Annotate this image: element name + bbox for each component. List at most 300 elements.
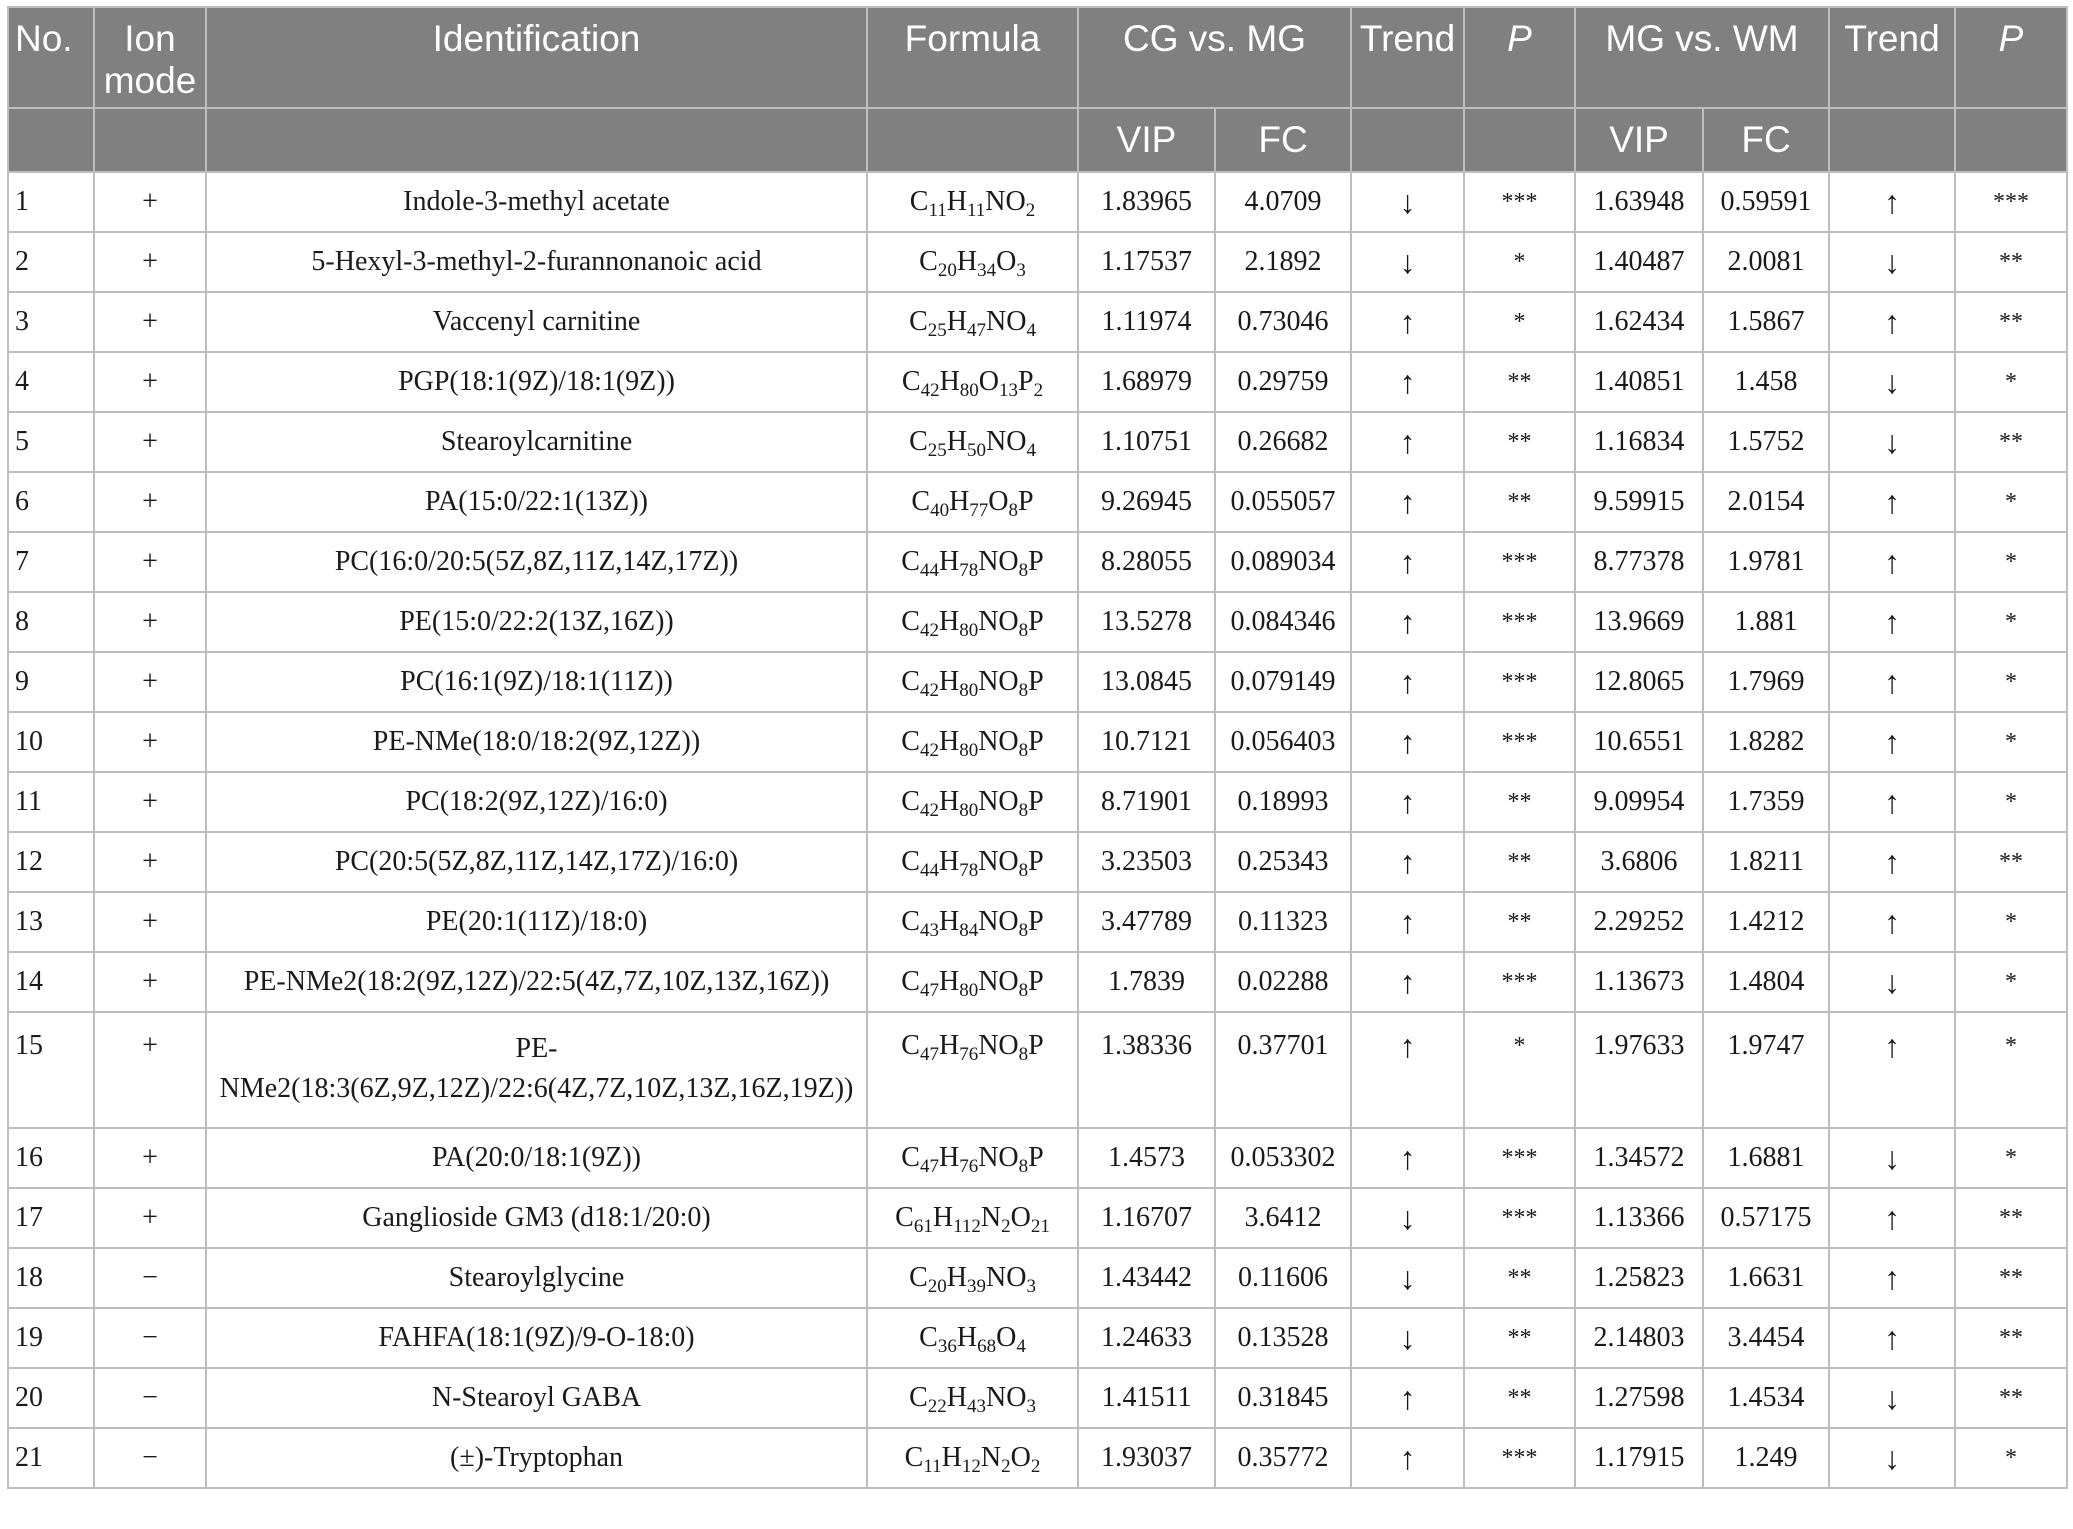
formula-element: N (980, 1442, 1002, 1473)
cell-fc-cg-mg: 3.6412 (1215, 1188, 1351, 1248)
formula-count: 39 (966, 1276, 986, 1297)
cell-trend-mg-wm: ↑ (1829, 1308, 1955, 1368)
cell-formula (867, 532, 1078, 592)
formula-count: 44 (919, 860, 939, 881)
cell-fc-cg-mg: 0.25343 (1215, 832, 1351, 892)
cell-ion-mode: − (94, 1428, 206, 1488)
cell-p-cg-mg: *** (1464, 592, 1575, 652)
cell-trend-cg-mg: ↑ (1351, 1128, 1464, 1188)
formula-count: 2 (1033, 380, 1044, 401)
cell-vip-cg-mg: 13.5278 (1078, 592, 1215, 652)
cell-formula (867, 592, 1078, 652)
cell-p-mg-wm: * (1955, 712, 2067, 772)
formula-element: NO (978, 786, 1019, 817)
cell-formula (867, 232, 1078, 292)
cell-p-mg-wm: ** (1955, 1308, 2067, 1368)
cell-trend-mg-wm: ↓ (1829, 1428, 1955, 1488)
cell-vip-mg-wm: 1.40487 (1575, 232, 1703, 292)
cell-p-mg-wm: * (1955, 1128, 2067, 1188)
cell-p-cg-mg: ** (1464, 772, 1575, 832)
formula-element: H (938, 786, 960, 817)
cell-p-cg-mg: *** (1464, 1188, 1575, 1248)
table-row (8, 712, 2067, 772)
cell-fc-cg-mg: 4.0709 (1215, 172, 1351, 232)
cell-fc-cg-mg: 0.11606 (1215, 1248, 1351, 1308)
formula-count: 68 (977, 1336, 997, 1357)
cell-identification: PC(16:0/20:5(5Z,8Z,11Z,14Z,17Z)) (206, 532, 867, 592)
formula-element: H (938, 1030, 960, 1061)
formula-element: P (1028, 546, 1044, 577)
formula-element: NO (978, 906, 1019, 937)
formula-element: O (1010, 1442, 1031, 1473)
cell-fc-mg-wm: 1.4804 (1703, 952, 1829, 1012)
header-vip-2: VIP (1575, 108, 1703, 172)
cell-vip-mg-wm: 1.34572 (1575, 1128, 1703, 1188)
formula-element: N (980, 1202, 1002, 1233)
cell-trend-mg-wm: ↓ (1829, 352, 1955, 412)
cell-formula (867, 292, 1078, 352)
cell-vip-cg-mg: 13.0845 (1078, 652, 1215, 712)
header-vip-1: VIP (1078, 108, 1215, 172)
cell-vip-cg-mg: 1.24633 (1078, 1308, 1215, 1368)
formula-element: H (946, 426, 967, 457)
table-row (8, 832, 2067, 892)
table-row (8, 1188, 2067, 1248)
formula-element: O (988, 486, 1009, 517)
formula-element: O (996, 1322, 1017, 1353)
header-row-1 (8, 7, 2067, 108)
formula-count: 47 (919, 1044, 939, 1065)
cell-p-mg-wm: * (1955, 1428, 2067, 1488)
cell-ion-mode: + (94, 292, 206, 352)
cell-p-mg-wm: ** (1955, 1368, 2067, 1428)
cell-vip-cg-mg: 3.23503 (1078, 832, 1215, 892)
cell-fc-cg-mg: 0.02288 (1215, 952, 1351, 1012)
formula-element: P (1018, 366, 1034, 397)
cell-trend-cg-mg: ↑ (1351, 412, 1464, 472)
table-row (8, 892, 2067, 952)
formula-element: C (901, 666, 920, 697)
formula-element: H (932, 1202, 954, 1233)
cell-p-mg-wm: * (1955, 1012, 2067, 1128)
table-row (8, 352, 2067, 412)
cell-trend-cg-mg: ↑ (1351, 772, 1464, 832)
formula-count: 11 (923, 1456, 942, 1477)
cell-identification: PE-NMe2(18:2(9Z,12Z)/22:5(4Z,7Z,10Z,13Z,16Z)) (206, 952, 867, 1012)
formula-count: 8 (1018, 980, 1029, 1001)
cell-vip-mg-wm: 1.25823 (1575, 1248, 1703, 1308)
formula-count: 8 (1018, 560, 1029, 581)
cell-trend-cg-mg: ↓ (1351, 1308, 1464, 1368)
cell-trend-mg-wm: ↑ (1829, 772, 1955, 832)
cell-formula (867, 832, 1078, 892)
cell-vip-cg-mg: 9.26945 (1078, 472, 1215, 532)
formula-count: 8 (1018, 680, 1029, 701)
header-identification: Identification (206, 7, 867, 108)
formula-element: NO (978, 966, 1019, 997)
cell-formula (867, 1188, 1078, 1248)
formula-count: 4 (1016, 1336, 1026, 1357)
cell-formula (867, 772, 1078, 832)
cell-trend-cg-mg: ↑ (1351, 472, 1464, 532)
cell-formula (867, 1308, 1078, 1368)
cell-p-cg-mg: * (1464, 232, 1575, 292)
cell-p-cg-mg: * (1464, 1012, 1575, 1128)
formula-count: 4 (1026, 440, 1036, 461)
cell-fc-cg-mg: 0.18993 (1215, 772, 1351, 832)
formula-count: 8 (1018, 740, 1029, 761)
cell-trend-mg-wm: ↑ (1829, 472, 1955, 532)
cell-fc-cg-mg: 0.079149 (1215, 652, 1351, 712)
cell-ion-mode: + (94, 232, 206, 292)
header-row-2 (8, 108, 2067, 172)
formula-element: C (901, 546, 920, 577)
formula-count: 2 (1030, 1456, 1041, 1477)
cell-p-cg-mg: *** (1464, 652, 1575, 712)
formula-element: NO (985, 186, 1026, 217)
header-fc-1: FC (1215, 108, 1351, 172)
formula-element: H (946, 306, 967, 337)
formula-count: 47 (919, 1156, 939, 1177)
header-p-2: P (1955, 7, 2067, 108)
cell-vip-cg-mg: 8.71901 (1078, 772, 1215, 832)
cell-p-mg-wm: * (1955, 532, 2067, 592)
cell-no: 11 (8, 772, 94, 832)
formula-count: 80 (959, 800, 979, 821)
formula-count: 13 (999, 380, 1019, 401)
header-formula: Formula (867, 7, 1078, 108)
formula-count: 36 (937, 1336, 957, 1357)
cell-ion-mode: + (94, 1188, 206, 1248)
cell-ion-mode: + (94, 472, 206, 532)
formula-element: H (946, 186, 967, 217)
cell-fc-cg-mg: 0.13528 (1215, 1308, 1351, 1368)
cell-p-mg-wm: * (1955, 592, 2067, 652)
formula-element: H (938, 1142, 960, 1173)
table-row (8, 652, 2067, 712)
header-blank (94, 108, 206, 172)
formula-element: NO (985, 426, 1027, 457)
cell-ion-mode: + (94, 652, 206, 712)
cell-fc-mg-wm: 1.5752 (1703, 412, 1829, 472)
cell-vip-mg-wm: 1.17915 (1575, 1428, 1703, 1488)
cell-fc-mg-wm: 1.7969 (1703, 652, 1829, 712)
formula-count: 78 (959, 860, 979, 881)
cell-no: 18 (8, 1248, 94, 1308)
cell-vip-mg-wm: 1.13673 (1575, 952, 1703, 1012)
cell-no: 13 (8, 892, 94, 952)
formula-count: 25 (927, 440, 947, 461)
cell-no: 4 (8, 352, 94, 412)
formula-count: 8 (1018, 920, 1029, 941)
formula-count: 80 (959, 740, 979, 761)
cell-trend-cg-mg: ↓ (1351, 1188, 1464, 1248)
cell-ion-mode: + (94, 772, 206, 832)
cell-no: 2 (8, 232, 94, 292)
cell-formula (867, 1128, 1078, 1188)
cell-vip-mg-wm: 1.40851 (1575, 352, 1703, 412)
table-row (8, 1248, 2067, 1308)
cell-vip-mg-wm: 9.59915 (1575, 472, 1703, 532)
cell-p-cg-mg: ** (1464, 892, 1575, 952)
cell-trend-cg-mg: ↑ (1351, 1368, 1464, 1428)
formula-count: 44 (919, 560, 939, 581)
cell-trend-mg-wm: ↓ (1829, 1368, 1955, 1428)
cell-vip-cg-mg: 1.41511 (1078, 1368, 1215, 1428)
formula-element: H (938, 906, 960, 937)
cell-fc-mg-wm: 1.6631 (1703, 1248, 1829, 1308)
cell-p-mg-wm: * (1955, 892, 2067, 952)
cell-fc-mg-wm: 1.458 (1703, 352, 1829, 412)
cell-fc-mg-wm: 1.6881 (1703, 1128, 1829, 1188)
formula-count: 8 (1008, 500, 1019, 521)
cell-identification: PGP(18:1(9Z)/18:1(9Z)) (206, 352, 867, 412)
cell-fc-cg-mg: 0.11323 (1215, 892, 1351, 952)
cell-identification: FAHFA(18:1(9Z)/9-O-18:0) (206, 1308, 867, 1368)
formula-element: H (938, 726, 960, 757)
formula-element: C (895, 1202, 914, 1233)
cell-p-mg-wm: ** (1955, 1248, 2067, 1308)
cell-trend-cg-mg: ↑ (1351, 712, 1464, 772)
cell-trend-mg-wm: ↑ (1829, 1248, 1955, 1308)
formula-element: O (996, 246, 1017, 277)
table-row (8, 292, 2067, 352)
cell-ion-mode: − (94, 1368, 206, 1428)
cell-ion-mode: + (94, 532, 206, 592)
formula-element: C (901, 606, 920, 637)
cell-vip-cg-mg: 1.93037 (1078, 1428, 1215, 1488)
formula-element: C (919, 246, 938, 277)
cell-fc-mg-wm: 3.4454 (1703, 1308, 1829, 1368)
cell-trend-cg-mg: ↓ (1351, 172, 1464, 232)
cell-ion-mode: − (94, 1308, 206, 1368)
formula-count: 11 (966, 200, 986, 221)
header-blank (867, 108, 1078, 172)
formula-element: P (1028, 846, 1044, 877)
cell-vip-cg-mg: 8.28055 (1078, 532, 1215, 592)
cell-fc-cg-mg: 0.26682 (1215, 412, 1351, 472)
cell-no: 5 (8, 412, 94, 472)
cell-vip-mg-wm: 8.77378 (1575, 532, 1703, 592)
cell-fc-mg-wm: 1.4212 (1703, 892, 1829, 952)
formula-count: 77 (969, 500, 989, 521)
formula-count: 20 (927, 1276, 947, 1297)
cell-p-cg-mg: ** (1464, 412, 1575, 472)
formula-element: H (949, 486, 970, 517)
cell-trend-cg-mg: ↑ (1351, 1012, 1464, 1128)
header-blank (1955, 108, 2067, 172)
header-mg-vs-wm: MG vs. WM (1575, 7, 1829, 108)
formula-count: 11 (928, 200, 947, 221)
formula-count: 42 (919, 680, 939, 701)
cell-p-cg-mg: *** (1464, 712, 1575, 772)
cell-trend-cg-mg: ↑ (1351, 952, 1464, 1012)
cell-fc-cg-mg: 0.29759 (1215, 352, 1351, 412)
cell-no: 3 (8, 292, 94, 352)
cell-trend-cg-mg: ↑ (1351, 892, 1464, 952)
cell-trend-mg-wm: ↑ (1829, 1012, 1955, 1128)
cell-trend-cg-mg: ↓ (1351, 1248, 1464, 1308)
cell-ion-mode: + (94, 712, 206, 772)
cell-p-cg-mg: * (1464, 292, 1575, 352)
cell-p-cg-mg: *** (1464, 1428, 1575, 1488)
formula-count: 80 (959, 680, 979, 701)
cell-trend-mg-wm: ↓ (1829, 232, 1955, 292)
cell-p-mg-wm: *** (1955, 172, 2067, 232)
formula-element: NO (985, 306, 1027, 337)
cell-p-mg-wm: ** (1955, 1188, 2067, 1248)
cell-no: 8 (8, 592, 94, 652)
cell-fc-mg-wm: 1.9781 (1703, 532, 1829, 592)
header-blank (8, 108, 94, 172)
formula-element: C (919, 1322, 938, 1353)
formula-element: H (939, 366, 960, 397)
cell-no: 14 (8, 952, 94, 1012)
cell-vip-cg-mg: 1.43442 (1078, 1248, 1215, 1308)
formula-element: C (911, 486, 931, 517)
cell-no: 10 (8, 712, 94, 772)
formula-element: NO (978, 666, 1019, 697)
cell-formula (867, 1012, 1078, 1128)
formula-element: C (909, 1262, 928, 1293)
formula-element: C (909, 186, 929, 217)
table-row (8, 472, 2067, 532)
cell-trend-mg-wm: ↑ (1829, 172, 1955, 232)
cell-p-cg-mg: ** (1464, 832, 1575, 892)
cell-fc-mg-wm: 1.249 (1703, 1428, 1829, 1488)
formula-element: NO (985, 1262, 1027, 1293)
cell-p-mg-wm: * (1955, 472, 2067, 532)
formula-element: C (909, 426, 928, 457)
cell-no: 12 (8, 832, 94, 892)
header-ion-mode: Ion mode (94, 7, 206, 108)
cell-formula (867, 412, 1078, 472)
table-row (8, 772, 2067, 832)
cell-p-cg-mg: *** (1464, 1128, 1575, 1188)
formula-count: 47 (966, 320, 986, 341)
cell-p-cg-mg: *** (1464, 172, 1575, 232)
cell-identification: PC(18:2(9Z,12Z)/16:0) (206, 772, 867, 832)
formula-element: C (901, 366, 921, 397)
formula-element: NO (978, 546, 1019, 577)
table-row (8, 412, 2067, 472)
formula-count: 3 (1026, 1276, 1036, 1297)
cell-fc-mg-wm: 1.7359 (1703, 772, 1829, 832)
cell-trend-cg-mg: ↑ (1351, 532, 1464, 592)
cell-vip-cg-mg: 1.7839 (1078, 952, 1215, 1012)
cell-identification: Vaccenyl carnitine (206, 292, 867, 352)
cell-fc-mg-wm: 1.4534 (1703, 1368, 1829, 1428)
formula-count: 80 (959, 620, 979, 641)
formula-element: O (978, 366, 1000, 397)
cell-fc-mg-wm: 1.9747 (1703, 1012, 1829, 1128)
table-row (8, 1128, 2067, 1188)
metabolite-table (7, 6, 2068, 1489)
cell-formula (867, 712, 1078, 772)
formula-count: 34 (977, 260, 997, 281)
formula-element: C (901, 966, 920, 997)
formula-element: H (938, 546, 960, 577)
cell-fc-cg-mg: 0.089034 (1215, 532, 1351, 592)
table-row (8, 1012, 2067, 1128)
cell-trend-mg-wm: ↓ (1829, 412, 1955, 472)
cell-fc-cg-mg: 0.31845 (1215, 1368, 1351, 1428)
cell-no: 9 (8, 652, 94, 712)
cell-identification: PA(20:0/18:1(9Z)) (206, 1128, 867, 1188)
cell-trend-mg-wm: ↑ (1829, 832, 1955, 892)
formula-count: 8 (1018, 860, 1029, 881)
formula-element: C (901, 846, 920, 877)
formula-count: 3 (1016, 260, 1026, 281)
cell-p-cg-mg: *** (1464, 532, 1575, 592)
cell-p-mg-wm: * (1955, 772, 2067, 832)
formula-element: P (1028, 666, 1044, 697)
cell-identification: Ganglioside GM3 (d18:1/20:0) (206, 1188, 867, 1248)
formula-count: 2 (1001, 1216, 1011, 1237)
cell-trend-cg-mg: ↑ (1351, 352, 1464, 412)
cell-vip-mg-wm: 3.6806 (1575, 832, 1703, 892)
cell-identification: PE-NMe2(18:3(6Z,9Z,12Z)/22:6(4Z,7Z,10Z,13Z,16Z,19Z)) (206, 1012, 867, 1128)
formula-count: 76 (959, 1044, 979, 1065)
formula-element: H (938, 846, 960, 877)
formula-element: P (1028, 966, 1044, 997)
cell-identification: PC(20:5(5Z,8Z,11Z,14Z,17Z)/16:0) (206, 832, 867, 892)
cell-p-cg-mg: *** (1464, 952, 1575, 1012)
formula-count: 8 (1018, 800, 1029, 821)
cell-formula (867, 952, 1078, 1012)
cell-trend-cg-mg: ↑ (1351, 832, 1464, 892)
cell-no: 7 (8, 532, 94, 592)
cell-vip-cg-mg: 1.11974 (1078, 292, 1215, 352)
cell-p-mg-wm: ** (1955, 232, 2067, 292)
cell-fc-mg-wm: 0.57175 (1703, 1188, 1829, 1248)
cell-fc-mg-wm: 2.0081 (1703, 232, 1829, 292)
cell-p-mg-wm: * (1955, 352, 2067, 412)
formula-element: C (904, 1442, 924, 1473)
formula-element: P (1028, 606, 1044, 637)
cell-fc-mg-wm: 1.8282 (1703, 712, 1829, 772)
cell-no: 19 (8, 1308, 94, 1368)
formula-count: 112 (953, 1216, 981, 1237)
header-cg-vs-mg: CG vs. MG (1078, 7, 1351, 108)
cell-vip-cg-mg: 1.68979 (1078, 352, 1215, 412)
table-body (8, 172, 2067, 1488)
cell-identification: 5-Hexyl-3-methyl-2-furannonanoic acid (206, 232, 867, 292)
table-row (8, 232, 2067, 292)
cell-vip-cg-mg: 1.38336 (1078, 1012, 1215, 1128)
header-fc-2: FC (1703, 108, 1829, 172)
formula-count: 84 (959, 920, 979, 941)
cell-fc-mg-wm: 2.0154 (1703, 472, 1829, 532)
formula-element: C (909, 1382, 928, 1413)
cell-trend-mg-wm: ↑ (1829, 892, 1955, 952)
cell-trend-mg-wm: ↑ (1829, 292, 1955, 352)
formula-count: 78 (959, 560, 979, 581)
cell-fc-mg-wm: 1.8211 (1703, 832, 1829, 892)
cell-p-mg-wm: * (1955, 952, 2067, 1012)
cell-vip-mg-wm: 1.62434 (1575, 292, 1703, 352)
cell-fc-cg-mg: 0.053302 (1215, 1128, 1351, 1188)
formula-count: 12 (961, 1456, 981, 1477)
cell-trend-cg-mg: ↑ (1351, 1428, 1464, 1488)
formula-element: NO (978, 846, 1019, 877)
table-row (8, 172, 2067, 232)
table-row (8, 1428, 2067, 1488)
cell-formula (867, 652, 1078, 712)
cell-vip-mg-wm: 2.29252 (1575, 892, 1703, 952)
formula-count: 8 (1018, 1044, 1029, 1065)
cell-trend-mg-wm: ↑ (1829, 1188, 1955, 1248)
